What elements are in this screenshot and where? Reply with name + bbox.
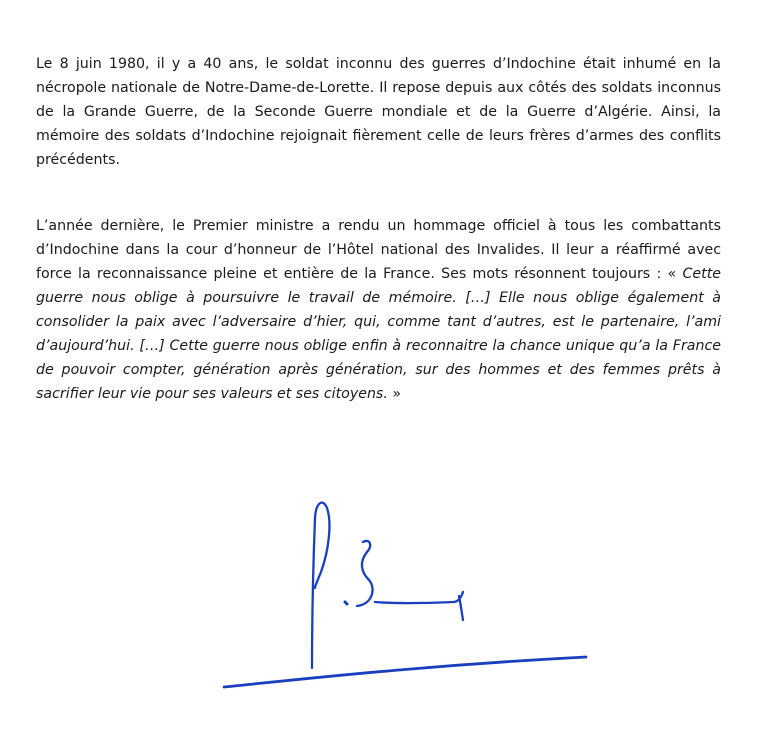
paragraph-intro-text: L’année dernière, le Premier ministre a rendu un hommage officiel à tous les combattants d’Indochine dans la cour d’honneur de l’Hôtel national des Invalides. Il leur a réaffirmé avec force la reconnaissance pleine et entière de la France. Ses mots résonnent toujours : « bbox=[36, 218, 721, 283]
quotation-text: Cette guerre nous oblige à poursuivre le travail de mémoire. […] Elle nous oblige également à consolider la paix avec l’adversaire d’hier, qui, comme tant d’autres, est le partenaire, l’ami d’aujourd’hui. […] Cette guerre nous oblige enfin à reconnaitre la chance unique qu’a la France de pouvoir compter, génération après génération, sur des hommes et des femmes prêts à sacrifier leur vie pour ses valeurs et ses citoyens. bbox=[36, 266, 721, 403]
signature-stroke-letter bbox=[357, 541, 373, 606]
handwritten-signature bbox=[215, 490, 605, 700]
signature-stroke-loop bbox=[312, 503, 329, 668]
paragraph-soldat-inconnu: Le 8 juin 1980, il y a 40 ans, le soldat inconnu des guerres d’Indochine était inhumé en la nécropole nationale de Notre-Dame-de-Lorette. Il repose depuis aux côtés des soldats inconnus de la Grande Guerre, de la Seconde Guerre mondiale et de la Guerre d’Algérie. Ainsi, la mémoire des soldats d’Indochine rejoignait fièrement celle de leurs frères d’armes des conflits précédents. bbox=[36, 56, 721, 169]
quotation-closing-mark: » bbox=[387, 386, 402, 403]
signature-stroke-underline bbox=[224, 657, 586, 687]
paragraph-hommage-premier-ministre bbox=[36, 214, 721, 406]
signature-stroke-line bbox=[375, 592, 463, 620]
signature-stroke-dot bbox=[345, 602, 347, 604]
